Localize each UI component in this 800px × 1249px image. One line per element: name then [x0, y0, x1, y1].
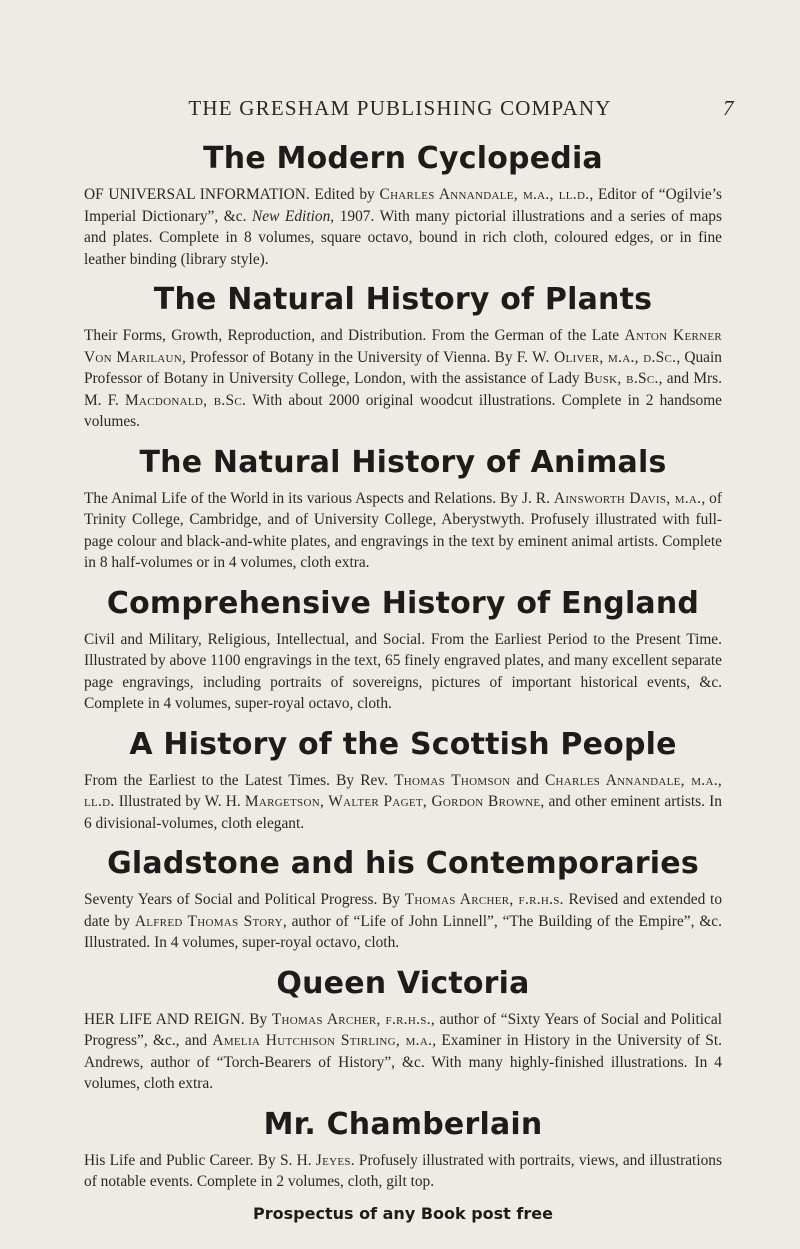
text-run: . Profusely illustrated with portraits, views, and illustrations of notable events. Complete in 2 volumes, cloth, gilt top. — [84, 1151, 722, 1190]
text-run: From the Earliest to the Latest Times. By Rev. — [84, 771, 395, 789]
entry-description — [84, 325, 722, 433]
name-run: Amelia Hutchison Stirling, m.a. — [212, 1032, 433, 1049]
entry-description — [84, 1009, 722, 1095]
entry-natural-history-animals — [84, 444, 722, 574]
text-run: , Examiner in History in the University of St. Andrews, author of “Torch-Bearers of History”, &c. With many highly-finished illustrations. In 4 volumes, cloth extra. — [84, 1032, 722, 1092]
text-run: , 1907. With many pictorial illustrations and a series of maps and plates. Complete in 8 volumes, square octavo, bound in rich cloth, coloured edges, or in fine leather binding (library style). — [84, 207, 722, 268]
entry-description — [84, 184, 722, 270]
catalogue-content — [84, 140, 722, 1223]
text-run: Seventy Years of Social and Political Progress. By — [84, 891, 405, 908]
entry-title: Gladstone and his Contemporaries — [107, 846, 699, 881]
text-run: and — [510, 771, 545, 789]
name-run: Macdonald, b.Sc. — [125, 391, 247, 409]
name-run: Alfred Thomas Story — [134, 912, 283, 930]
text-run: Their Forms, Growth, Reproduction, and Distribution. From the German of the Late — [84, 327, 625, 344]
entry-title: The Natural History of Animals — [139, 444, 667, 480]
name-run: Busk, b.Sc. — [583, 370, 659, 387]
entry-description — [84, 488, 722, 574]
entry-description — [84, 770, 722, 835]
entry-title: The Modern Cyclopedia — [203, 141, 603, 176]
text-run: , author of “Sixty Years of Social and Political Progress”, &c., and — [84, 1010, 722, 1049]
text-run: Illustrated by W. H. — [114, 793, 245, 810]
entry-modern-cyclopedia — [84, 140, 722, 270]
entry-scottish-people — [84, 726, 722, 835]
entry-history-england — [84, 585, 722, 715]
entry-title: Comprehensive History of England — [106, 585, 700, 621]
entry-gladstone — [84, 845, 722, 954]
entry-title: A History of the Scottish People — [129, 726, 677, 762]
name-run: Charles Annandale, m.a., ll.d. — [84, 771, 722, 810]
name-run: Margetson, Walter Paget, Gordon Browne — [244, 793, 541, 810]
text-run: , author of “Life of John Linnell”, “The Building of the Empire”, &c. Illustrated. In 4 volumes, super-royal octavo, cloth. — [84, 912, 722, 951]
text-run: Civil and Military, Religious, Intellectual, and Social. From the Earliest Period to the Present Time. Illustrated by above 1100 engravings in the text, 65 finely engraved plates, and many excellent separate page engravings, including portraits of sovereigns, pictures of important historical events, &c. Complete in 4 volumes, super-royal octavo, cloth. — [84, 630, 722, 712]
entry-description — [84, 629, 722, 715]
name-run: Thomas Archer, f.r.h.s. — [271, 1010, 431, 1028]
text-run: , and other eminent artists. In 6 divisional-volumes, cloth elegant. — [84, 793, 722, 832]
text-run: With about 2000 original woodcut illustrations. Complete in 2 handsome volumes. — [84, 391, 723, 430]
text-run: The Animal Life of the World in its various Aspects and Relations. By J. R. — [84, 489, 554, 507]
entry-natural-history-plants — [84, 281, 722, 433]
text-run: HER LIFE AND REIGN. By — [84, 1010, 272, 1028]
text-run: Revised and extended to date by — [84, 891, 723, 930]
entry-title: Queen Victoria — [276, 965, 530, 1001]
name-run: W. Oliver, m.a., d.Sc. — [532, 348, 677, 366]
entry-queen-victoria — [84, 965, 722, 1095]
entry-description — [84, 889, 722, 954]
name-run: Charles Annandale, m.a., ll.d. — [379, 186, 590, 203]
name-run: Jeyes — [315, 1151, 351, 1169]
prospectus-note: Prospectus of any Book post free — [253, 1203, 553, 1223]
name-run: Anton Kerner Von Marilaun — [84, 327, 722, 366]
text-run: , of Trinity College, Cambridge, and of University College, Aberystwyth. Profusely illustrated with full-page colour and black-and-white plates, and engravings in the text by eminent animal artists. Complete in 8 half-volumes or in 4 volumes, cloth extra. — [84, 489, 722, 571]
text-run: OF UNIVERSAL INFORMATION. Edited by — [84, 186, 380, 203]
text-run: His Life and Public Career. By S. H. — [84, 1151, 316, 1169]
italic-run: New Edition — [252, 207, 331, 225]
page-number: 7 — [723, 96, 734, 120]
entry-title: Mr. Chamberlain — [263, 1106, 543, 1142]
text-run: , and Mrs. M. F. — [84, 370, 723, 409]
entry-description — [84, 1150, 722, 1193]
entry-title: The Natural History of Plants — [153, 282, 653, 317]
name-run: Thomas Archer, f.r.h.s. — [404, 891, 564, 908]
text-run: , Editor of “Ogilvie’s Imperial Dictionary”, &c. — [84, 186, 722, 225]
running-head: THE GRESHAM PUBLISHING COMPANY — [188, 96, 612, 120]
name-run: Ainsworth Davis, m.a. — [553, 489, 702, 507]
entry-mr-chamberlain — [84, 1106, 722, 1193]
name-run: Thomas Thomson — [394, 771, 511, 789]
text-run: , Quain Professor of Botany in University College, London, with the assistance of Lady — [84, 348, 722, 387]
text-run: , Professor of Botany in the University of Vienna. By F. — [181, 348, 533, 366]
